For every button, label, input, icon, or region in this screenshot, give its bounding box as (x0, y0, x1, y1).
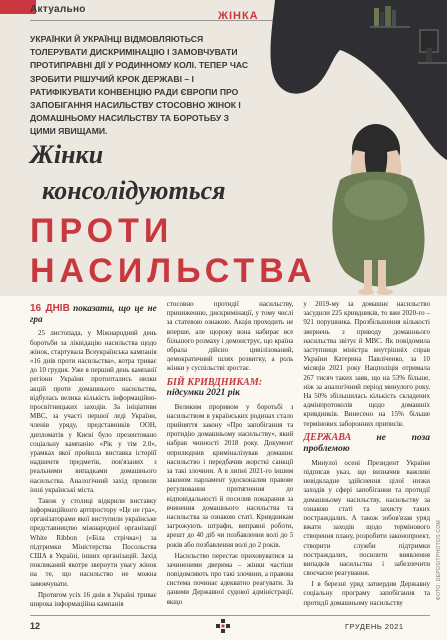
paragraph: 25 листопада, у Міжнародний день боротьби за ліквідацію насильства щодо жінок, стартувала Всеукраїнська кампанія «16 днів проти насильства», котра триває до 10 грудня. Уже в перший день кампанії регіони України протоптались низки акцій проти домашнього насильства, відбулась велика кількість інформаційно-просвітницьких заходів. За ініціативи МВС, за участі першої леді України, членів уряду, представників ООН, дипломатів у Києві було презентовано соціальну кампанію «Рік у тім 2.0», урамках якої пройшла виставка історіїї надшентя предметів, пов'язаних з реальними випадками домашнього насильства. Аналогічний захід провели інші українські міста. (30, 329, 157, 494)
column-1 (30, 300, 157, 612)
photo-credit: ФОТО: DEPOSITPHOTOS.COM (436, 520, 442, 601)
paragraph: Великим проривом у боротьбі з насильством в українських родинах стало прийняття закону «Про запобігання та протидію домашньому насильству», який набрав чинності 2018 року. Документ оприлюднив криміналізував домашнє насильство і передбачив жорсткі санкції за такі злочини. А в липні 2021-го іншим законом парламент удосконалив правове регулювання притягнення до відповідальності й посилив покарання за вчинення домашнього насильства та насильства за ознакою статі. Кривдникам загрожують штрафи, виправні роботи, арешт до 40 діб чи позбавлення волі до 5 років або позбавлення волі до 2 років. (166, 402, 294, 549)
column-2 (167, 300, 294, 612)
headline-line-2: консолідуються (42, 176, 226, 205)
paragraph: Насильство перестає приховуватися за зачиненими дверима – жінки частіше повідомляють про такі злочини, а правова система починає адекватно реагувати. За даними Державної судової адміністрації, якщо (166, 551, 294, 606)
issue-date: ГРУДЕНЬ 2021 (345, 622, 404, 631)
subhead-dark: показати, що це не гра (30, 303, 157, 325)
subhead-dark: не поза проблемою (303, 432, 431, 454)
rubric-tag: ЖІНКА (218, 10, 259, 22)
footer-divider (30, 615, 430, 616)
subhead-red: ДЕРЖАВА (303, 431, 352, 443)
paragraph: стосовно протидії насильству, приниженню, дискримінації, у тому числі за статевою ознакою. Акція проходить не вперше, але щороку вона набирає все більшого розмаху і демонструє, що країна обрала дійсно цивілізований, демократичний шлях розвитку, а роль жінки у суспільстві зростає. (166, 300, 294, 373)
subhead-red: БІЙ КРИВДНИКАМ: (166, 376, 263, 388)
paragraph: Також у столиці відкрили виставку інформаційного артпростору «Це не гра», організаторами якої виступили українське представництво міжнародної організації White Ribbon («Біла стрічка») за підтримки Міністерства Посольства США в Україні, інших організацій. Захід покликаний якотре звернути увагу жінок на те, що насильство не можна замовчувати. (30, 496, 157, 588)
headline-line-3: ПРОТИ (30, 212, 174, 250)
paragraph: Протягом усіх 16 днів в Україні триває широка інформаційна кампанія (30, 590, 157, 608)
page-number: 12 (30, 621, 41, 631)
headline-line-4: НАСИЛЬСТВА (30, 252, 317, 290)
ornament-logo-icon (216, 619, 230, 633)
lead-paragraph: УКРАЇНКИ Й УКРАЇНЦІ ВІДМОВЛЯЮТЬСЯ ТОЛЕРУВАТИ ДИСКРИМІНАЦІЮ І ЗАМОВЧУВАТИ ПРОТИПРАВНІ ДІЇ У РОДИННОМУ КОЛІ. ТЕПЕР ЧАС ЗРОБИТИ РІШУЧИЙ КРОК ДЕРЖАВІ – І РАТИФІКУВАТИ КОНВЕНЦІЮ РАДИ ЄВРОПИ ПРО ЗАПОБІГАННЯ НАСИЛЬСТВУ СТОСОВНО ЖІНОК І ДОМАШНЬОМУ НАСИЛЬСТВУ ТА БОРОТЬБУ З ЦИМИ ЯВИЩАМИ. (30, 34, 249, 137)
subhead-dark: підсумки 2021 рік (166, 387, 240, 398)
headline-line-1: Жінки (30, 140, 104, 169)
subhead-red: 16 ДНІВ (30, 303, 70, 314)
subhead-16-days (30, 303, 157, 325)
column-3 (303, 300, 430, 612)
subhead-fight (167, 377, 294, 399)
article-body (30, 300, 430, 612)
section-label: Актуально (30, 4, 86, 15)
hero-banner (0, 0, 447, 296)
paragraph: Минулої осені Президент України підписав указ, що визначив важливі невідкладне здійснення цілої низки заходів у сфері запобігання та протидії домашньому насильству, насильству за ознакою статі та захисту таких постраждалих. А також зобов'язав уряд вжати заходів щодо термінового створення плану, розробити законопроект, створити служби підтримки постраждалих, посилити виявлення випадків насильства і забезпечити своєчасне реагування. (303, 458, 431, 578)
subhead-state (303, 432, 430, 455)
paragraph: І в березні уряд затвердив Державну соціальну програму запобігання та протидії домашньому насильству (303, 580, 431, 607)
paragraph: у 2019-му за домашнє насильство засудили 225 кривдників, то вже 2020-го – 921 порушника. Прозбільшення кількості звернень з приводу домашнього насильства звітує й МВС. Як повідомила заступниця міністра внутрішніх справ України Катерина Павліченко, за 10 місяців 2021 року Нацполіція отримала 267 тисяч таких заяв, що на 53% більше, ніж за аналогічний період минулого року. На 50% збільшилась кількість складених адмінпротоколів щодо домашніх кривдників. Винесено на 15% більше термінових заборонних приписів. (303, 300, 431, 428)
